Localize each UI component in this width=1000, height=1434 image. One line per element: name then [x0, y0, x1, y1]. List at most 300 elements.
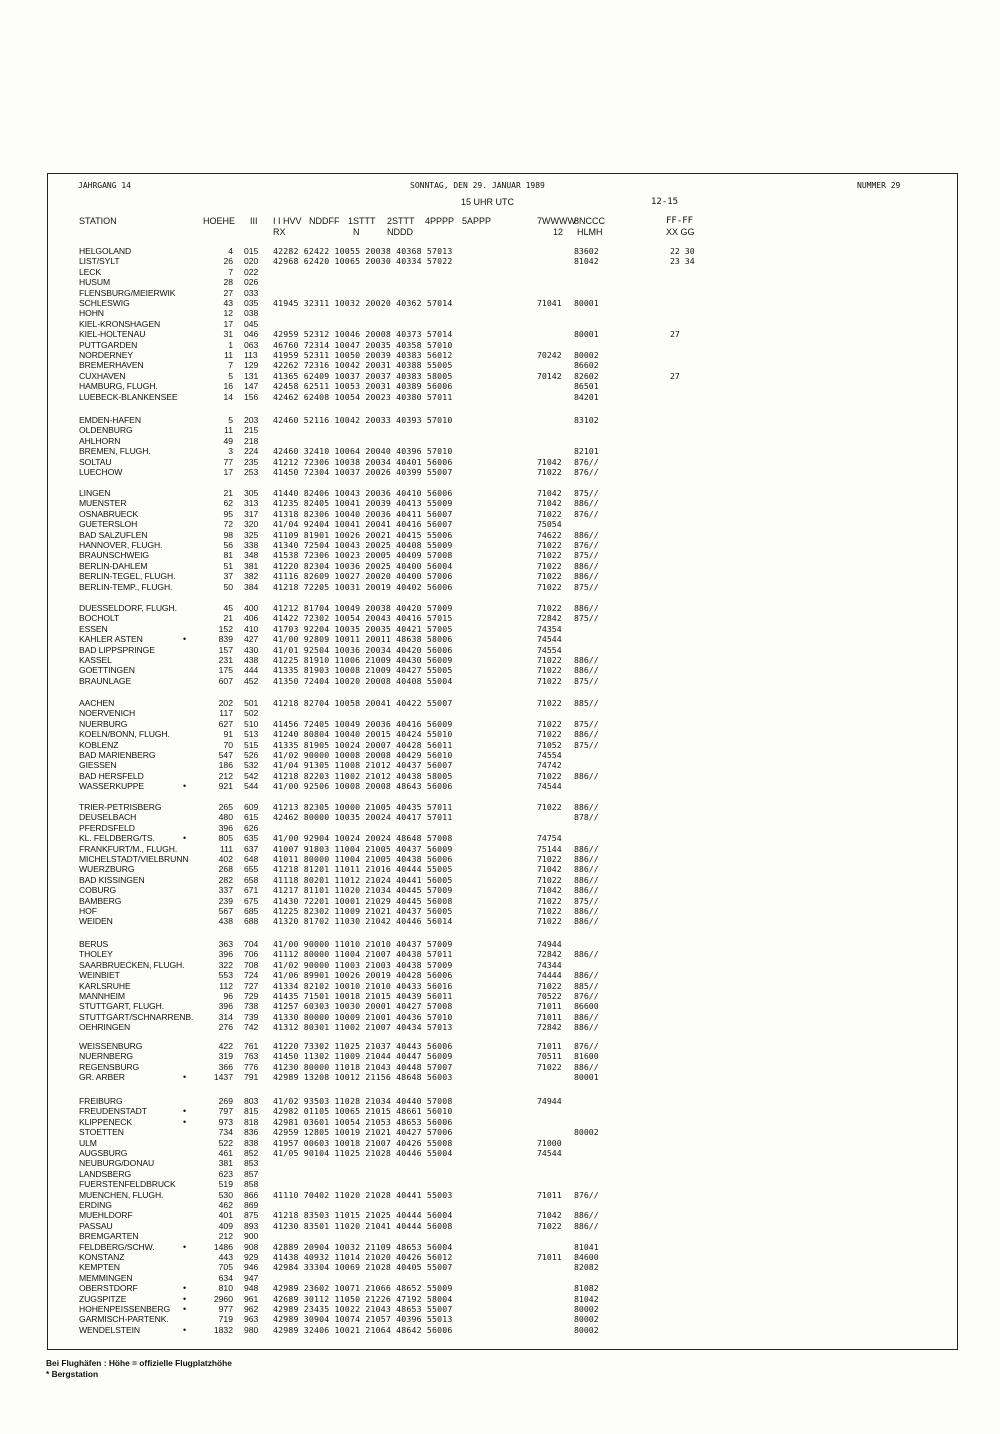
station-name: KONSTANZ	[79, 1252, 125, 1262]
station-name: HOF	[79, 906, 97, 916]
station-name: LUECHOW	[79, 467, 123, 477]
weather-group: 74344	[537, 959, 562, 970]
station-height: 319	[218, 1051, 233, 1062]
station-name: BERLIN-TEMP., FLUGH.	[79, 581, 173, 592]
cloud-group: 875//	[574, 675, 599, 686]
station-name: WEINBIET	[79, 970, 120, 981]
station-number: 739	[244, 1011, 259, 1022]
weather-group: 71041	[537, 298, 562, 308]
station-name: BAD HERSFELD	[79, 770, 144, 781]
weather-group: 71042	[537, 488, 562, 498]
table-row	[0, 1231, 1000, 1241]
weather-group: 74544	[537, 781, 562, 792]
table-row	[0, 760, 1000, 770]
station-name: GARMISCH-PARTENK.	[79, 1314, 169, 1325]
table-row	[0, 981, 1000, 991]
weather-group: 72842	[537, 949, 562, 960]
weather-group: 71022	[537, 467, 562, 477]
station-name: KASSEL	[79, 655, 112, 665]
footnote-mountain: * Bergstation	[46, 1369, 99, 1379]
station-name: AACHEN	[79, 698, 115, 708]
station-number: 626	[244, 822, 259, 833]
cloud-group: 82082	[574, 1262, 599, 1273]
station-number: 410	[244, 623, 259, 634]
col-ihvv: I I HVV	[273, 216, 302, 226]
station-height: 56	[223, 540, 233, 550]
station-number: 869	[244, 1200, 259, 1210]
weather-group: 71011	[537, 1041, 562, 1051]
station-name: BAMBERG	[79, 895, 122, 906]
mountain-marker: •	[183, 1241, 187, 1252]
station-name: NORDERNEY	[79, 350, 134, 360]
synop-groups: 41112 80000 11004 21007 40438 57011	[273, 949, 453, 960]
synop-groups: 41365 62409 10037 20037 40383 58005	[273, 370, 453, 381]
weather-group: 71022	[537, 729, 562, 740]
station-number: 838	[244, 1137, 259, 1148]
station-number: 706	[244, 949, 259, 960]
synop-groups: 42989 23602 10071 21066 48652 55009	[273, 1283, 453, 1294]
mountain-marker: •	[183, 1283, 187, 1294]
table-row	[0, 1262, 1000, 1272]
station-name: HELGOLAND	[79, 246, 132, 256]
weather-group: 71022	[537, 916, 562, 927]
table-row	[0, 949, 1000, 959]
station-number: 946	[244, 1262, 259, 1273]
weather-group: 71022	[537, 603, 562, 613]
station-height: 401	[218, 1210, 233, 1221]
synop-groups: 41450 11302 11009 21044 40447 56009	[273, 1051, 453, 1062]
station-number: 035	[244, 298, 259, 308]
table-row	[0, 1190, 1000, 1200]
station-height: 81	[223, 550, 233, 561]
station-height: 567	[218, 906, 233, 916]
station-name: WUERZBURG	[79, 864, 135, 875]
station-name: FELDBERG/SCHW.	[79, 1241, 155, 1252]
station-height: 422	[218, 1041, 233, 1051]
synop-groups: 41218 72205 10031 20019 40402 56006	[273, 581, 453, 592]
station-number: 893	[244, 1220, 259, 1231]
synop-groups: 42889 20904 10032 21109 48653 56004	[273, 1241, 453, 1252]
station-name: CUXHAVEN	[79, 370, 126, 381]
station-number: 815	[244, 1106, 259, 1117]
table-row	[0, 1096, 1000, 1106]
station-number: 947	[244, 1272, 259, 1283]
table-row	[0, 991, 1000, 1001]
station-name: HOHN	[79, 308, 104, 319]
cloud-group: 886//	[574, 970, 599, 981]
table-row	[0, 1106, 1000, 1116]
table-row	[0, 319, 1000, 329]
station-number: 513	[244, 729, 259, 740]
col-4pppp: 4PPPP	[425, 216, 455, 226]
synop-groups: 41/01 92504 10036 20034 40420 56006	[273, 644, 453, 655]
table-row	[0, 1221, 1000, 1231]
station-name: NUERBURG	[79, 718, 128, 729]
cloud-group: 86600	[574, 1001, 599, 1012]
synop-groups: 41220 82304 10036 20025 40400 56004	[273, 560, 453, 571]
station-number: 320	[244, 519, 259, 530]
cloud-group: 886//	[574, 949, 599, 960]
cloud-group: 875//	[574, 581, 599, 592]
cloud-group: 886//	[574, 916, 599, 927]
weather-group: 71011	[537, 1001, 562, 1012]
synop-groups: 41450 72304 10037 20026 40399 55007	[273, 467, 453, 477]
table-row	[0, 833, 1000, 843]
station-height: 519	[218, 1179, 233, 1190]
synop-groups: 41430 72201 10001 21029 40445 56008	[273, 895, 453, 906]
weather-group: 70242	[537, 350, 562, 360]
table-row	[0, 509, 1000, 519]
cloud-group: 84201	[574, 391, 599, 402]
table-row	[0, 970, 1000, 980]
weather-group: 71022	[537, 581, 562, 592]
synop-groups: 41350 72404 10020 20008 40408 55004	[273, 675, 453, 686]
cloud-group: 886//	[574, 874, 599, 885]
station-height: 553	[218, 970, 233, 981]
synop-groups: 42458 62511 10053 20031 40389 56006	[273, 381, 453, 392]
station-name: KOELN/BONN, FLUGH.	[79, 729, 170, 740]
station-number: 818	[244, 1116, 259, 1127]
table-row	[0, 340, 1000, 350]
station-number: 635	[244, 833, 259, 844]
station-number: 131	[244, 370, 259, 381]
weather-group: 74544	[537, 634, 562, 645]
weather-group: 71022	[537, 540, 562, 550]
weather-group: 74354	[537, 623, 562, 634]
station-name: KAHLER ASTEN	[79, 634, 143, 645]
cloud-group: 885//	[574, 698, 599, 708]
station-name: ESSEN	[79, 623, 108, 634]
station-height: 62	[223, 498, 233, 509]
cloud-group: 81600	[574, 1051, 599, 1062]
synop-groups: 41118 80201 11012 21024 40441 56005	[273, 874, 453, 885]
cloud-group: 886//	[574, 529, 599, 540]
table-row	[0, 1200, 1000, 1210]
station-height: 805	[218, 833, 233, 844]
table-row	[0, 267, 1000, 277]
station-name: BRAUNLAGE	[79, 675, 132, 686]
station-name: BERUS	[79, 939, 109, 949]
col-hlmh: HLMH	[577, 227, 603, 237]
station-height: 396	[218, 822, 233, 833]
station-name: STUTTGART/SCHNARRENB.	[79, 1011, 194, 1022]
table-row	[0, 864, 1000, 874]
station-name: LUEBECK-BLANKENSEE	[79, 391, 178, 402]
wind-gust-group: 27	[670, 370, 680, 381]
station-number: 742	[244, 1022, 259, 1033]
table-row	[0, 729, 1000, 739]
weather-group: 71022	[537, 675, 562, 686]
footnote-airports: Bei Flughäfen : Höhe = offizielle Flugplatzhöhe	[46, 1358, 232, 1368]
station-name: NOERVENICH	[79, 708, 136, 719]
station-number: 803	[244, 1096, 259, 1106]
station-name: BRAUNSCHWEIG	[79, 550, 149, 561]
station-number: 836	[244, 1127, 259, 1138]
weather-group: 74544	[537, 1148, 562, 1158]
synop-groups: 41218 82203 11002 21012 40438 58005	[273, 770, 453, 781]
station-name: BAD MARIENBERG	[79, 750, 156, 760]
station-name: MEMMINGEN	[79, 1272, 133, 1283]
station-name: THOLEY	[79, 949, 113, 960]
cloud-group: 886//	[574, 906, 599, 916]
station-height: 396	[218, 949, 233, 960]
station-name: BERLIN-TEGEL, FLUGH.	[79, 571, 176, 582]
station-number: 203	[244, 415, 259, 425]
cloud-group: 80001	[574, 1072, 599, 1083]
table-row	[0, 854, 1000, 864]
station-height: 461	[218, 1148, 233, 1158]
synop-groups: 42462 80000 10035 20024 40417 57011	[273, 812, 453, 823]
station-name: OEHRINGEN	[79, 1022, 131, 1033]
station-number: 147	[244, 381, 259, 392]
mountain-marker: •	[183, 1072, 187, 1083]
cloud-group: 875//	[574, 613, 599, 624]
station-height: 91	[223, 729, 233, 740]
cloud-group: 81082	[574, 1283, 599, 1294]
station-name: FLENSBURG/MEIERWIK	[79, 287, 176, 298]
station-name: HOHENPEISSENBERG	[79, 1304, 171, 1314]
station-name: KARLSRUHE	[79, 980, 131, 991]
synop-groups: 41011 80000 11004 21005 40438 56006	[273, 854, 453, 864]
synop-groups: 42460 32410 10064 20040 40396 57010	[273, 446, 453, 457]
cloud-group: 86602	[574, 360, 599, 371]
mountain-marker: •	[183, 1304, 187, 1314]
station-number: 020	[244, 256, 259, 267]
station-name: SOLTAU	[79, 456, 112, 467]
station-name: KL. FELDBERG/TS.	[79, 833, 155, 844]
station-number: 348	[244, 550, 259, 561]
station-name: COBURG	[79, 885, 117, 896]
station-number: 305	[244, 488, 259, 498]
station-name: PASSAU	[79, 1220, 113, 1231]
weather-group: 70522	[537, 991, 562, 1001]
synop-groups: 42462 62408 10054 20023 40380 57011	[273, 391, 453, 402]
station-height: 547	[218, 750, 233, 760]
table-row	[0, 1138, 1000, 1148]
station-name: BAD KISSINGEN	[79, 874, 145, 885]
cloud-group: 81042	[574, 1293, 599, 1304]
weather-group: 71022	[537, 508, 562, 519]
weather-group: 71022	[537, 854, 562, 864]
table-row	[0, 844, 1000, 854]
station-number: 615	[244, 812, 259, 823]
cloud-group: 83102	[574, 415, 599, 425]
col-12: 12	[553, 227, 564, 237]
weather-group: 71022	[537, 980, 562, 991]
synop-groups: 41/06 89901 10026 20019 40428 56006	[273, 970, 453, 981]
mountain-marker: •	[183, 833, 187, 844]
station-height: 282	[218, 874, 233, 885]
table-row	[0, 708, 1000, 718]
weather-group: 74944	[537, 1096, 562, 1106]
table-row	[0, 1179, 1000, 1189]
wind-gust-group: 23 34	[670, 256, 695, 267]
table-row	[0, 885, 1000, 895]
station-name: DUESSELDORF, FLUGH.	[79, 603, 177, 613]
cloud-group: 84600	[574, 1252, 599, 1262]
station-number: 648	[244, 854, 259, 864]
synop-groups: 41116 82609 10027 20020 40400 57006	[273, 571, 453, 582]
synop-groups: 41225 81910 11006 21009 40430 56009	[273, 655, 453, 665]
station-height: 231	[218, 655, 233, 665]
table-row	[0, 613, 1000, 623]
weather-group: 71022	[537, 665, 562, 676]
station-name: PUTTGARDEN	[79, 339, 138, 350]
station-height: 7	[228, 360, 233, 371]
station-height: 530	[218, 1189, 233, 1200]
synop-groups: 42959 52312 10046 20008 40373 57014	[273, 329, 453, 340]
station-name: WASSERKUPPE	[79, 781, 144, 792]
weather-group: 70511	[537, 1051, 562, 1062]
synop-groups: 41/00 90000 11010 21010 40437 57009	[273, 939, 453, 949]
cloud-group: 875//	[574, 550, 599, 561]
weather-group: 70142	[537, 370, 562, 381]
station-number: 325	[244, 529, 259, 540]
weather-group: 71022	[537, 571, 562, 582]
station-name: FUERSTENFELDBRUCK	[79, 1179, 176, 1190]
station-height: 627	[218, 718, 233, 729]
weather-group: 71011	[537, 1189, 562, 1200]
station-name: MUEHLDORF	[79, 1210, 133, 1221]
station-height: 396	[218, 1001, 233, 1012]
synop-groups: 41212 81704 10049 20038 40420 57009	[273, 603, 453, 613]
table-row	[0, 1158, 1000, 1168]
cloud-group: 886//	[574, 885, 599, 896]
table-row	[0, 425, 1000, 435]
station-number: 038	[244, 308, 259, 319]
weather-group: 72842	[537, 1022, 562, 1033]
weather-group: 71022	[537, 655, 562, 665]
table-row	[0, 277, 1000, 287]
station-number: 427	[244, 634, 259, 645]
station-name: OSNABRUECK	[79, 508, 139, 519]
synop-groups: 41456 72405 10049 20036 40416 56009	[273, 718, 453, 729]
station-number: 033	[244, 287, 259, 298]
table-row	[0, 771, 1000, 781]
weather-group: 71052	[537, 739, 562, 750]
station-name: STUTTGART, FLUGH.	[79, 1001, 165, 1012]
table-row	[0, 582, 1000, 592]
station-number: 502	[244, 708, 259, 719]
table-row	[0, 519, 1000, 529]
wind-gust-group: 22 30	[670, 246, 695, 256]
cloud-group: 886//	[574, 729, 599, 740]
col-rx: RX	[273, 227, 286, 237]
cloud-group: 886//	[574, 854, 599, 864]
table-row	[0, 415, 1000, 425]
station-height: 322	[218, 959, 233, 970]
cloud-group: 875//	[574, 488, 599, 498]
cloud-group: 81041	[574, 1241, 599, 1252]
table-row	[0, 256, 1000, 266]
station-number: 046	[244, 329, 259, 340]
station-name: BOCHOLT	[79, 613, 120, 624]
table-row	[0, 550, 1000, 560]
station-height: 37	[223, 571, 233, 582]
weather-group: 71022	[537, 802, 562, 812]
synop-groups: 41/05 90104 11025 21028 40446 55004	[273, 1148, 453, 1158]
synop-groups: 41218 83503 11015 21025 40444 56004	[273, 1210, 453, 1221]
synop-groups: 42968 62420 10065 20030 40334 57022	[273, 256, 453, 267]
table-row	[0, 676, 1000, 686]
station-name: AHLHORN	[79, 435, 121, 446]
synop-groups: 41335 81903 10008 21009 40427 55005	[273, 665, 453, 676]
station-number: 738	[244, 1001, 259, 1012]
station-name: OBERSTDORF	[79, 1283, 138, 1294]
station-height: 49	[223, 435, 233, 446]
station-height: 480	[218, 812, 233, 823]
station-height: 719	[218, 1314, 233, 1325]
station-number: 900	[244, 1231, 259, 1242]
cloud-group: 82602	[574, 370, 599, 381]
cloud-group: 886//	[574, 770, 599, 781]
station-number: 381	[244, 560, 259, 571]
station-number: 544	[244, 781, 259, 792]
station-height: 98	[223, 529, 233, 540]
synop-groups: 41212 72306 10038 20034 40401 56006	[273, 456, 453, 467]
station-name: FREIBURG	[79, 1096, 123, 1106]
station-number: 129	[244, 360, 259, 371]
station-number: 452	[244, 675, 259, 686]
station-number: 655	[244, 864, 259, 875]
weather-group: 72842	[537, 613, 562, 624]
station-number: 688	[244, 916, 259, 927]
synop-groups: 42984 33304 10069 21028 40405 55007	[273, 1262, 453, 1273]
synop-groups: 41110 70402 11020 21028 40441 55003	[273, 1189, 453, 1200]
cloud-group: 876//	[574, 540, 599, 550]
synop-groups: 41422 72302 10054 20043 40416 57015	[273, 613, 453, 624]
station-height: 11	[224, 350, 233, 360]
table-row	[0, 288, 1000, 298]
cloud-group: 886//	[574, 603, 599, 613]
station-name: WEISSENBURG	[79, 1041, 143, 1051]
table-row	[0, 498, 1000, 508]
table-row	[0, 740, 1000, 750]
station-number: 980	[244, 1324, 259, 1335]
station-name: GR. ARBER	[79, 1072, 125, 1083]
synop-groups: 41/02 93503 11028 21034 40440 57008	[273, 1096, 453, 1106]
synop-groups: 41/00 92904 10024 20024 48648 57008	[273, 833, 453, 844]
station-number: 218	[244, 435, 259, 446]
station-height: 16	[223, 381, 233, 392]
station-name: REGENSBURG	[79, 1061, 140, 1072]
synop-groups: 41340 72504 10043 20025 40408 55009	[273, 540, 453, 550]
synop-groups: 41318 82306 10040 20036 40411 56007	[273, 508, 453, 519]
table-row	[0, 750, 1000, 760]
weather-group: 74444	[537, 970, 562, 981]
station-name: KIEL-KRONSHAGEN	[79, 318, 161, 329]
station-height: 21	[223, 488, 233, 498]
table-row	[0, 802, 1000, 812]
station-height: 276	[218, 1022, 233, 1033]
synop-groups: 41320 81702 11030 21042 40446 56014	[273, 916, 453, 927]
station-number: 224	[244, 446, 259, 457]
station-height: 409	[218, 1220, 233, 1231]
synop-groups: 41959 52311 10050 20039 40383 56012	[273, 350, 453, 360]
station-height: 111	[219, 843, 233, 854]
station-number: 526	[244, 750, 259, 760]
station-number: 853	[244, 1158, 259, 1169]
weather-group: 71022	[537, 1220, 562, 1231]
station-height: 522	[218, 1137, 233, 1148]
table-row	[0, 1169, 1000, 1179]
mountain-marker: •	[183, 781, 187, 792]
synop-groups: 41235 82405 10041 20039 40413 55009	[273, 498, 453, 509]
col-7wwww: 7WWWW	[537, 216, 576, 226]
synop-groups: 41/00 92809 10011 20011 48638 58006	[273, 634, 453, 645]
synop-groups: 41440 82406 10043 20036 40410 56006	[273, 488, 453, 498]
cloud-group: 885//	[574, 980, 599, 991]
